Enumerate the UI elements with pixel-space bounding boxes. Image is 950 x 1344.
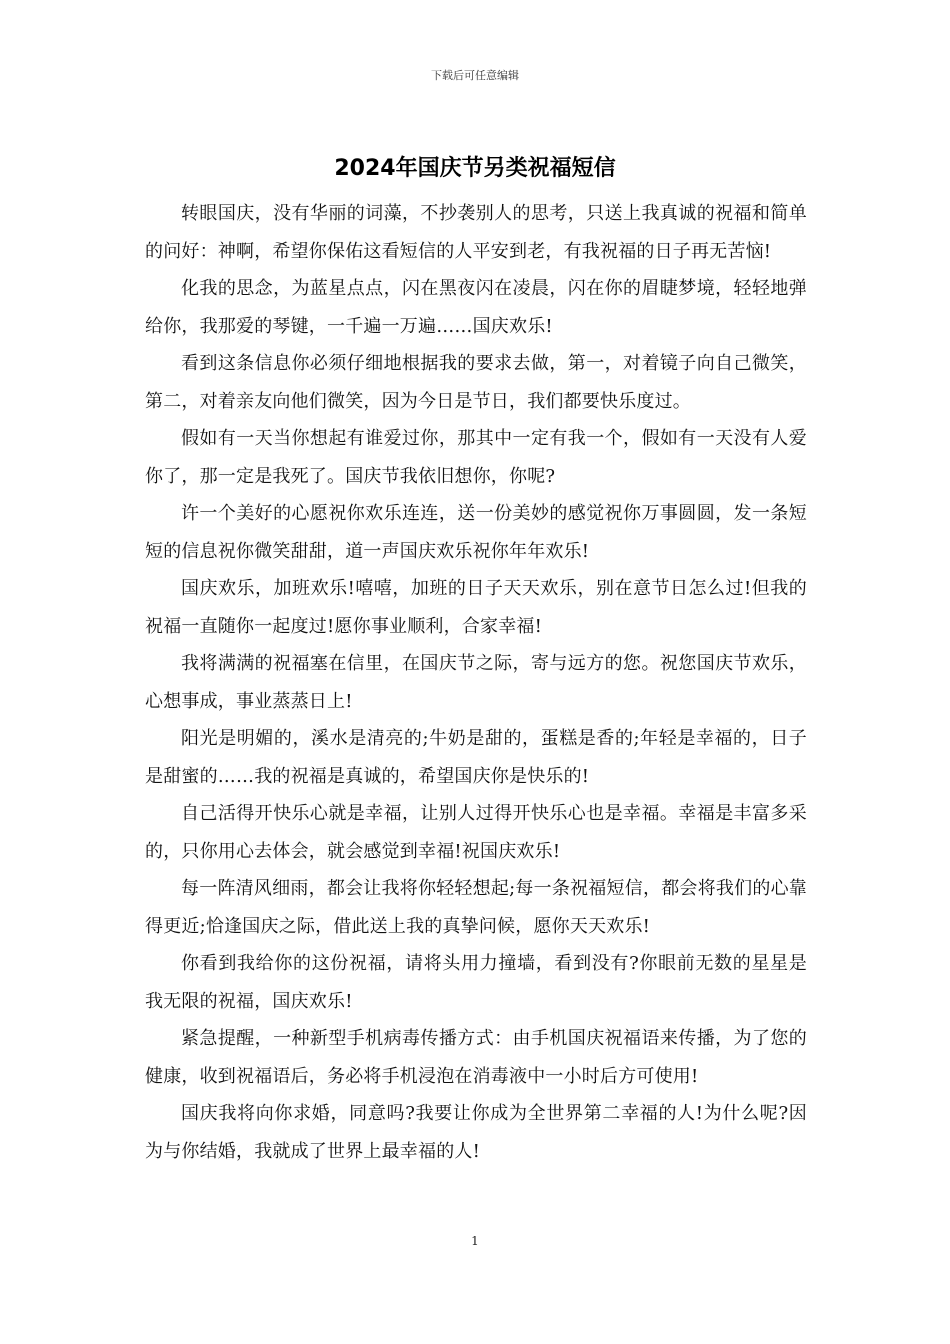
paragraph: 国庆欢乐，加班欢乐!嘻嘻，加班的日子天天欢乐，别在意节日怎么过!但我的祝福一直随你一起度过!愿你事业顺利，合家幸福! [145,578,807,637]
paragraph: 你看到我给你的这份祝福，请将头用力撞墙，看到没有?你眼前无数的星星是我无限的祝福，国庆欢乐! [145,953,807,1012]
paragraph: 自己活得开快乐心就是幸福，让别人过得开快乐心也是幸福。幸福是丰富多采的，只你用心去体会，就会感觉到幸福!祝国庆欢乐! [145,803,807,862]
paragraph: 紧急提醒，一种新型手机病毒传播方式：由手机国庆祝福语来传播，为了您的健康，收到祝福语后，务必将手机浸泡在消毒液中一小时后方可使用! [145,1028,807,1087]
paragraph: 转眼国庆，没有华丽的词藻，不抄袭别人的思考，只送上我真诚的祝福和简单的问好：神啊，希望你保佑这看短信的人平安到老，有我祝福的日子再无苦恼! [145,203,807,262]
paragraph: 假如有一天当你想起有谁爱过你，那其中一定有我一个，假如有一天没有人爱你了，那一定是我死了。国庆节我依旧想你，你呢? [145,428,807,487]
paragraph: 化我的思念，为蓝星点点，闪在黑夜闪在凌晨，闪在你的眉睫梦境，轻轻地弹给你，我那爱的琴键，一千遍一万遍……国庆欢乐! [145,278,807,337]
paragraph: 看到这条信息你必须仔细地根据我的要求去做，第一，对着镜子向自己微笑，第二，对着亲友向他们微笑，因为今日是节日，我们都要快乐度过。 [145,353,807,412]
paragraph: 阳光是明媚的，溪水是清亮的;牛奶是甜的，蛋糕是香的;年轻是幸福的，日子是甜蜜的……我的祝福是真诚的，希望国庆你是快乐的! [145,728,807,787]
header-note: 下载后可任意编辑 [431,69,519,82]
paragraph: 每一阵清风细雨，都会让我将你轻轻想起;每一条祝福短信，都会将我们的心靠得更近;恰逢国庆之际，借此送上我的真挚问候，愿你天天欢乐! [145,878,807,937]
document-title: 2024年国庆节另类祝福短信 [334,156,616,181]
paragraph: 国庆我将向你求婚，同意吗?我要让你成为全世界第二幸福的人!为什么呢?因为与你结婚，我就成了世界上最幸福的人! [145,1103,807,1162]
document-body [145,195,807,1170]
page-number: 1 [471,1234,479,1248]
paragraph: 许一个美好的心愿祝你欢乐连连，送一份美妙的感觉祝你万事圆圆，发一条短短的信息祝你微笑甜甜，道一声国庆欢乐祝你年年欢乐! [145,503,807,562]
paragraph: 我将满满的祝福塞在信里，在国庆节之际，寄与远方的您。祝您国庆节欢乐，心想事成，事业蒸蒸日上! [145,653,807,712]
